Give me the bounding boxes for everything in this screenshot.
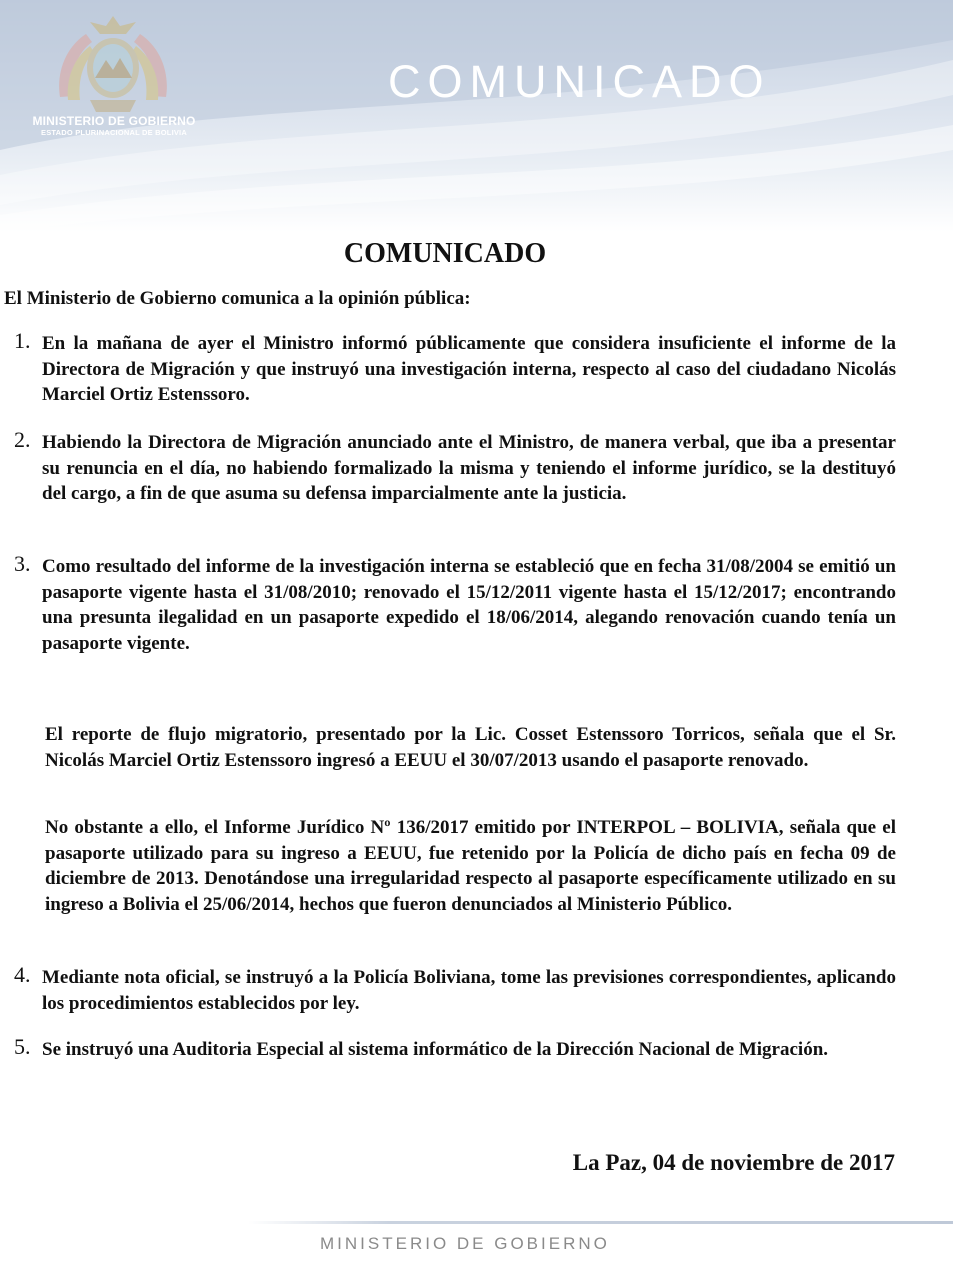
item-number: 1. (14, 328, 31, 353)
list-item-4 (14, 962, 896, 1016)
banner-title: COMUNICADO (388, 56, 771, 107)
list-item-5 (14, 1034, 896, 1063)
document-title: COMUNICADO (343, 238, 547, 269)
place-and-date: La Paz, 04 de noviembre de 2017 (572, 1150, 895, 1175)
list-item-2 (14, 427, 896, 507)
bolivia-coat-of-arms-icon (48, 12, 178, 122)
item-text: Habiendo la Directora de Migración anunciado ante el Ministro, de manera verbal, que iba a presentar su renuncia en el día, no habiendo formalizado la misma y teniendo el informe jurídico, se la destituyó del cargo, a fin de que asuma su defensa imparcialmente ante la justicia. (42, 432, 896, 504)
document-intro: El Ministerio de Gobierno comunica a la opinión pública: (4, 288, 471, 309)
item-text: En la mañana de ayer el Ministro informó públicamente que considera insuficiente el informe de la Directora de Migración y que instruyó una investigación interna, respecto al caso del ciudadano Nicolás Marciel Ortiz Estenssoro. (42, 333, 896, 405)
list-item-1 (14, 328, 896, 408)
item-text: Se instruyó una Auditoria Especial al sistema informático de la Dirección Nacional de Migración. (42, 1039, 829, 1060)
item-number: 2. (14, 427, 31, 452)
logo-line-2: ESTADO PLURINACIONAL DE BOLIVIA (41, 128, 187, 137)
item-text: Mediante nota oficial, se instruyó a la Policía Boliviana, tome las previsiones correspondientes, aplicando los procedimientos establecidos por ley. (42, 967, 896, 1014)
footer-ministry-name: MINISTERIO DE GOBIERNO (320, 1234, 610, 1253)
list-item-3 (14, 551, 896, 656)
item-number: 5. (14, 1034, 31, 1059)
item-number: 3. (14, 551, 31, 576)
item-3-paragraph-migration-report: El reporte de flujo migratorio, presentado por la Lic. Cosset Estenssoro Torricos, señala que el Sr. Nicolás Marciel Ortiz Estenssoro ingresó a EEUU el 30/07/2013 usando el pasaporte renovado. (45, 724, 896, 771)
item-3-paragraph-interpol-report: No obstante a ello, el Informe Jurídico Nº 136/2017 emitido por INTERPOL – BOLIVIA, señala que el pasaporte utilizado para su ingreso a EEUU, fue retenido por la Policía de dicho país en fecha 09 de diciembre de 2013. Denotándose una irregularidad respecto al pasaporte específicamente utilizado en su ingreso a Bolivia el 25/06/2014, hechos que fueron denunciados al Ministerio Público. (45, 817, 896, 915)
footer-divider (248, 1221, 953, 1224)
item-number: 4. (14, 962, 31, 987)
ministry-logo-wordmark (30, 115, 198, 137)
item-text: Como resultado del informe de la investigación interna se estableció que en fecha 31/08/2004 se emitió un pasaporte vigente hasta el 31/08/2010; renovado el 15/12/2011 vigente hasta el 15/12/2017; encontrando una presunta ilegalidad en un pasaporte expedido el 18/06/2014, alegando renovación cuando tenía un pasaporte vigente. (42, 556, 896, 654)
letterhead-banner (0, 0, 953, 232)
logo-line-1: MINISTERIO DE GOBIERNO (32, 114, 196, 128)
